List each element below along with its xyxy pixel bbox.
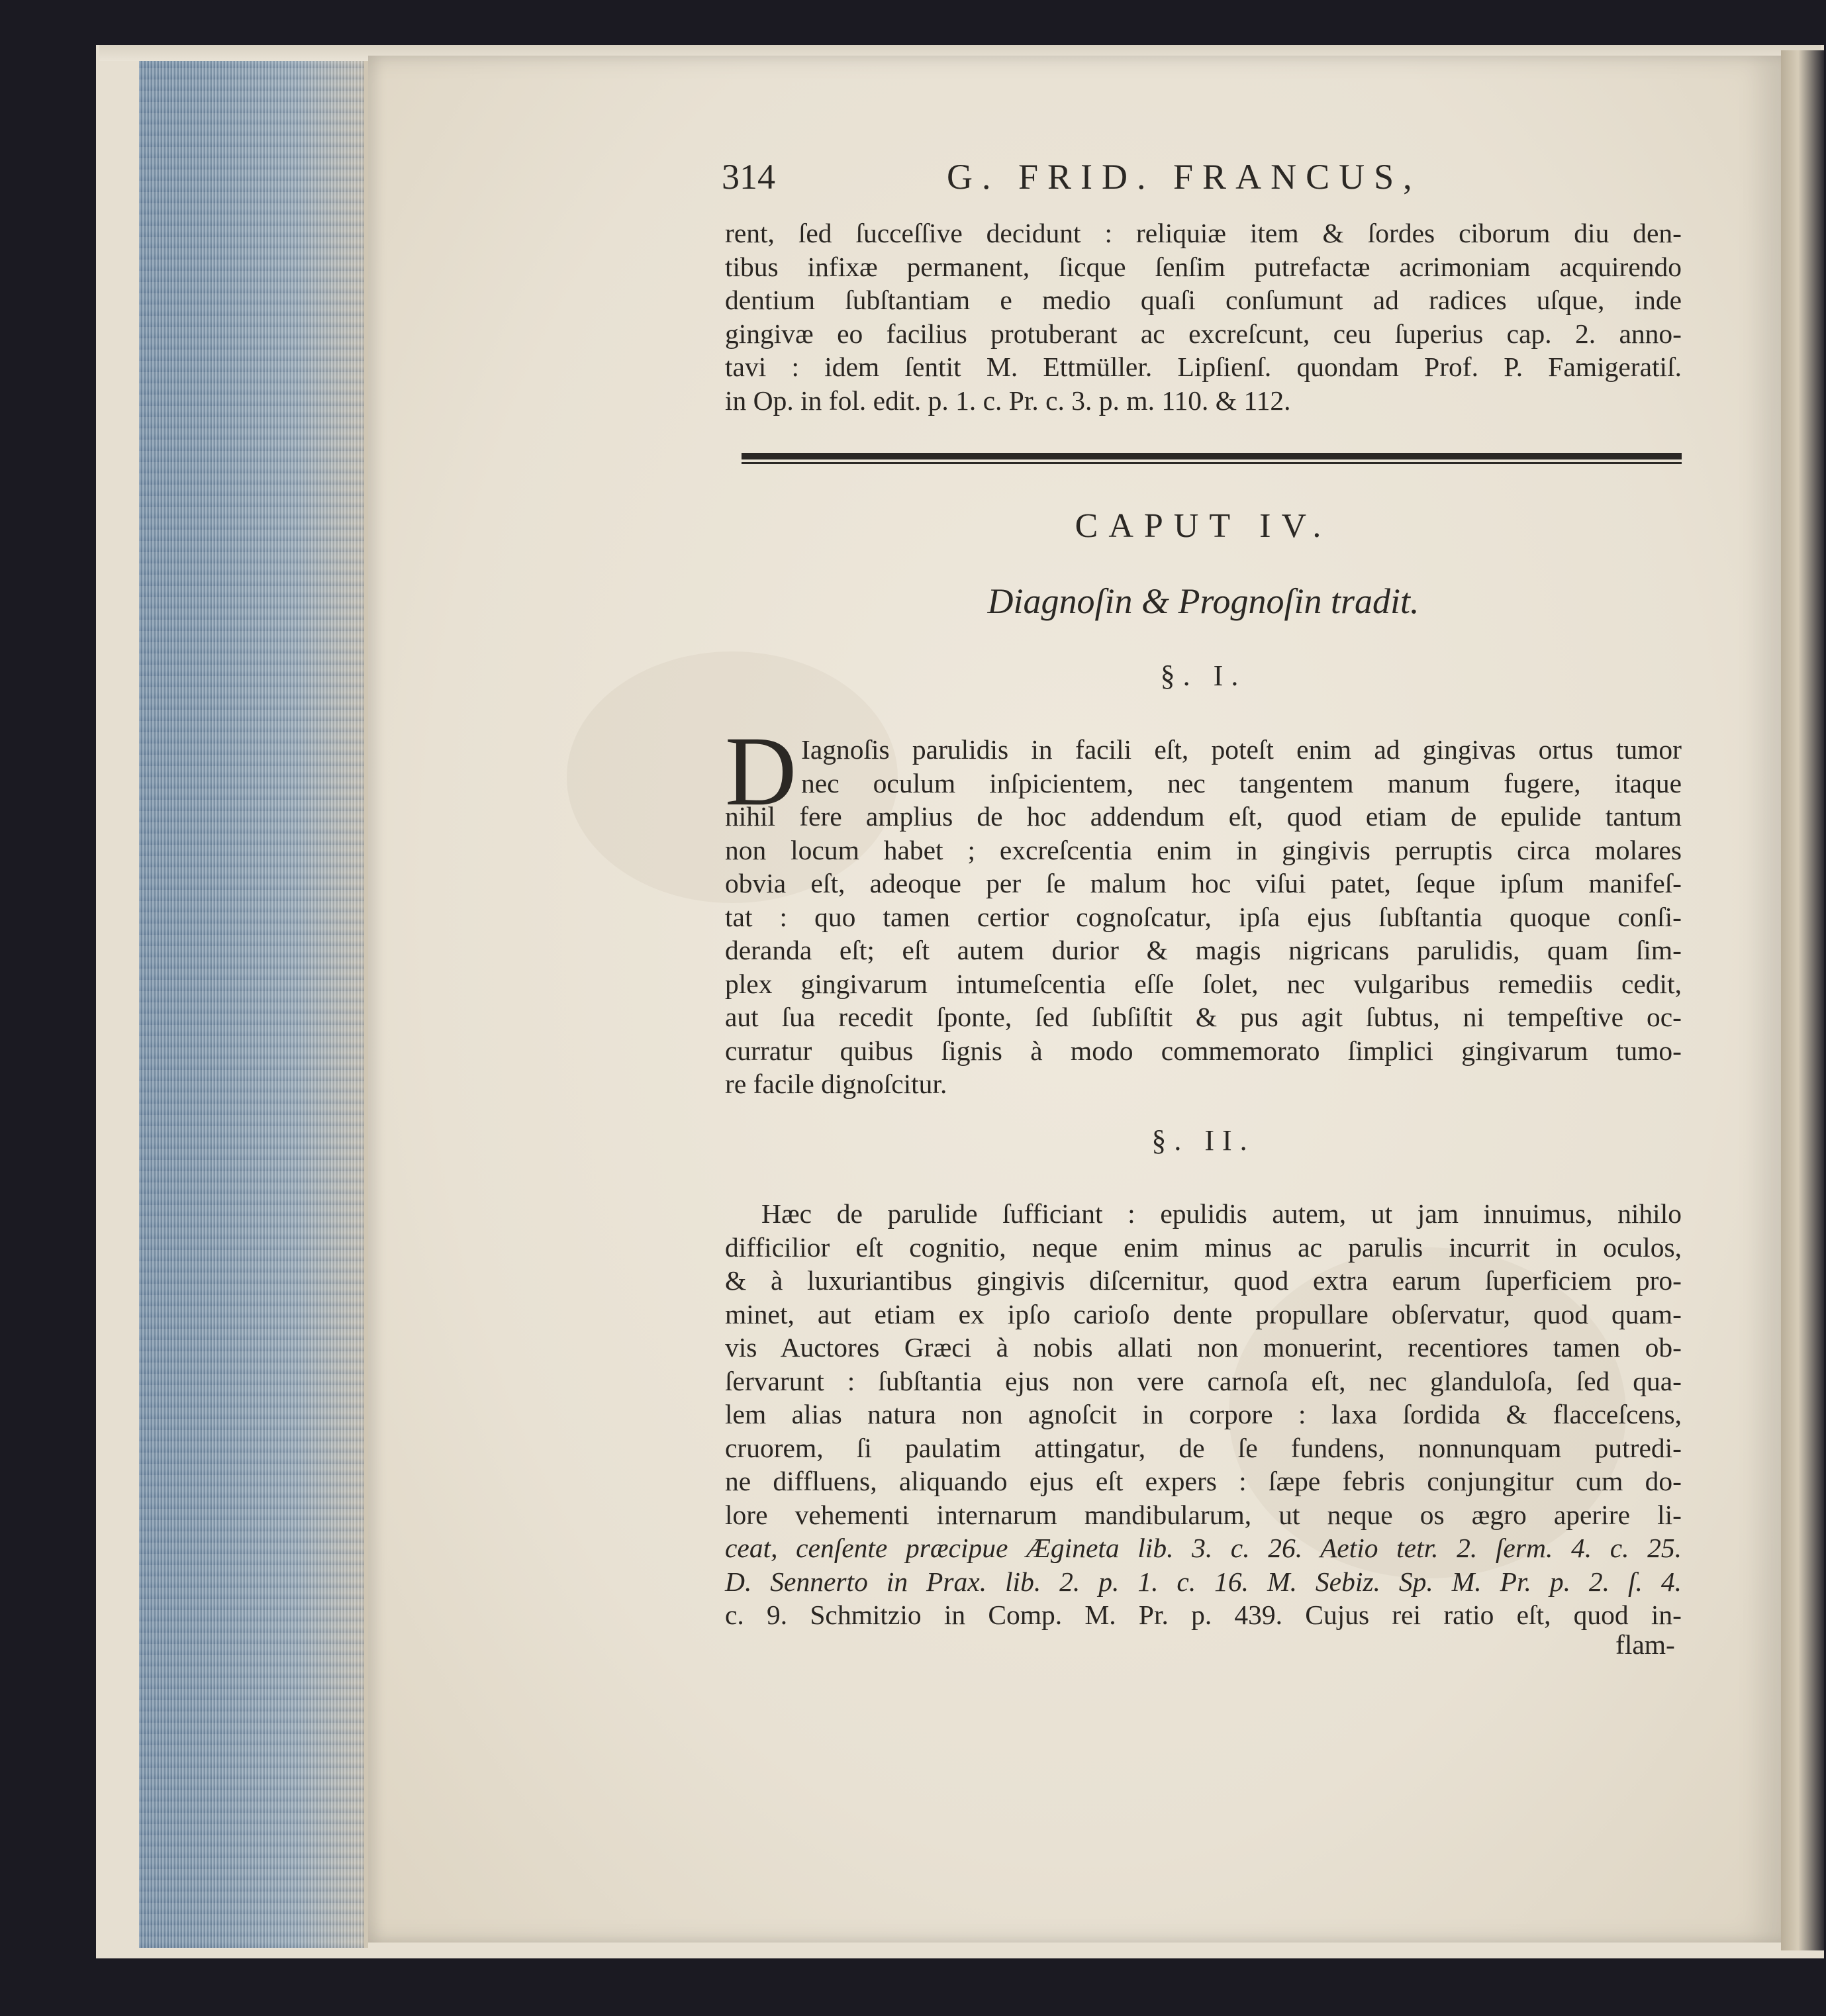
catchword: flam- [1615,1629,1675,1660]
text-line: nihil fere amplius de hoc addendum eſt, quod etiam de epulide tantum [725,801,1682,832]
text-line: tavi : idem ſentit M. Ettmüller. Lipſienſ. quondam Prof. P. Famigeratiſ. [725,352,1682,382]
text-line: cruorem, ſi paulatim attingatur, de ſe fundens, nonnunquam putredi- [725,1432,1682,1463]
text-line: aut ſua recedit ſponte, ſed ſubſiſtit & pus agit ſubtus, ni tempeſtive oc- [725,1002,1682,1032]
text-line: gingivæ eo facilius protuberant ac excreſcunt, ceu ſuperius cap. 2. anno- [725,318,1682,349]
text-line: & à luxuriantibus gingivis diſcernitur, quod extra earum ſuperficiem pro- [725,1265,1682,1296]
page-gutter-shadow [1781,50,1824,1950]
page-number: 314 [722,157,775,197]
text-line: Iagnoſis parulidis in facili eſt, poteſt enim ad gingivas ortus tumor [801,734,1682,765]
text-line: c. 9. Schmitzio in Comp. M. Pr. p. 439. Cujus rei ratio eſt, quod in- [725,1600,1682,1630]
text-line: in Op. in fol. edit. p. 1. c. Pr. c. 3. p. m. 110. & 112. [725,385,1291,416]
text-line: dentium ſubſtantiam e medio quaſi conſumunt ad radices uſque, inde [725,285,1682,315]
text-line: tat : quo tamen certior cognoſcatur, ipſa ejus ſubſtantia quoque conſi- [725,901,1682,932]
text-line: difficilior eſt cognitio, neque enim minus ac parulis incurrit in oculos, [725,1231,1682,1263]
text-line: rent, ſed ſucceſſive decidunt : reliquiæ item & ſordes ciborum diu den- [725,218,1682,248]
drop-cap: D [725,716,797,826]
running-head: G. FRID. FRANCUS, [947,157,1421,197]
text-line: deranda eſt; eſt autem durior & magis nigricans parulidis, quam ſim- [725,935,1682,965]
page-fore-edge [139,61,368,1948]
text-line: curratur quibus ſignis à modo commemorato ſimplici gingivarum tumo- [725,1035,1682,1066]
section-1-paragraph [725,733,1682,1101]
text-line: vis Auctores Græci à nobis allati non monuerint, recentiores tamen ob- [725,1332,1682,1363]
chapter-title: CAPUT IV. [1075,507,1332,545]
text-line: lore vehementi internarum mandibularum, ut neque os ægro aperire li- [725,1499,1682,1530]
chapter-rule-thin [742,462,1682,464]
text-line: re facile dignoſcitur. [725,1069,947,1099]
text-line: Hæc de parulide ſufficiant : epulidis autem, ut jam innuimus, nihilo [761,1198,1682,1229]
section-2-paragraph [725,1197,1682,1632]
text-line: plex gingivarum intumeſcentia eſſe ſolet, nec vulgaribus remediis cedit, [725,968,1682,999]
text-line: non locum habet ; excreſcentia enim in gingivis perruptis circa molares [725,834,1682,865]
text-line: nec oculum inſpicientem, nec tangentem manum fugere, itaque [801,767,1682,798]
text-line: obvia eſt, adeoque per ſe malum hoc viſui patet, ſeque ipſum manifeſ- [725,868,1682,898]
text-line: D. Sennerto in Prax. lib. 2. p. 1. c. 16. M. Sebiz. Sp. M. Pr. p. 2. ſ. 4. [725,1566,1682,1597]
text-line: minet, aut etiam ex ipſo carioſo dente propullare obſervatur, quod quam- [725,1298,1682,1329]
section-heading-1: §. I. [1160,659,1247,692]
section-heading-2: §. II. [1151,1124,1255,1157]
text-line: ne diffluens, aliquando ejus eſt expers : ſæpe febris conjungitur cum do- [725,1466,1682,1496]
chapter-rule [742,453,1682,459]
continued-paragraph [725,216,1682,417]
text-line: ceat, cenſente præcipue Ægineta lib. 3. c. 26. Aetio tetr. 2. ſerm. 4. c. 25. [725,1533,1682,1563]
chapter-subtitle: Diagnoſin & Prognoſin tradit. [987,581,1419,621]
text-line: lem alias natura non agnoſcit in corpore : laxa ſordida & flacceſcens, [725,1399,1682,1429]
text-line: ſervarunt : ſubſtantia ejus non vere carnoſa eſt, nec glanduloſa, ſed qua- [725,1365,1682,1396]
text-line: tibus infixæ permanent, ſicque ſenſim putrefactæ acrimoniam acquirendo [725,251,1682,282]
